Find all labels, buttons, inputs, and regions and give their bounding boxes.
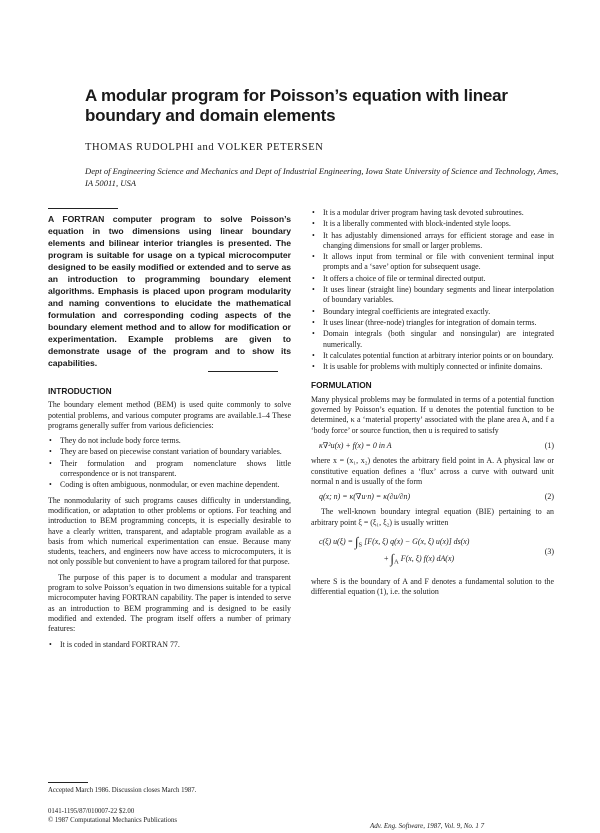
footer-left [48, 782, 291, 825]
accepted-note: Accepted March 1986. Discussion closes March 1987. [48, 782, 291, 795]
list-item: • It offers a choice of file or terminal directed output. [312, 273, 486, 283]
equation-body: q(x; n) = κ(∇u·n) = κ(∂u/∂n) [319, 492, 411, 502]
list-item: • They do not include body force terms. [49, 436, 181, 446]
bullet-icon: • [312, 329, 315, 339]
integral-icon: ∫ [390, 550, 394, 566]
list-item: • Domain integrals (both singular and nonsingular) are integrated numerically. [312, 329, 554, 349]
deficiency-list [48, 436, 291, 490]
list-item: • It uses linear (straight line) boundary segments and linear interpolation of boundary variables. [312, 285, 554, 305]
bullet-icon: • [49, 436, 52, 446]
left-column [48, 208, 291, 655]
abstract-top-rule [48, 208, 118, 209]
list-item: • Boundary integral coefficients are integrated exactly. [312, 306, 491, 316]
integral-domain: A [394, 558, 399, 566]
bullet-icon: • [49, 480, 52, 490]
plus-sign: + [384, 553, 389, 563]
formulation-paragraph: where S is the boundary of A and F denotes a fundamental solution to the differential equation (1), i.e. the solution [311, 576, 554, 597]
integral-domain: S [358, 541, 363, 549]
equation-number: (2) [544, 492, 554, 502]
integral-icon: ∫ [354, 534, 359, 550]
bullet-icon: • [49, 447, 52, 457]
bullet-icon: • [312, 350, 315, 360]
list-item: • It uses linear (three-node) triangles for integration of domain terms. [312, 317, 537, 327]
introduction-heading: INTRODUCTION [48, 386, 112, 396]
publication-code: 0141-1195/87/010007-22 $2.00 [48, 808, 135, 815]
equation-lhs: c(ξ) u(ξ) = [319, 537, 353, 547]
formulation-paragraph: The well-known boundary integral equation (BIE) pertaining to an arbitrary point ξ = (ξ₁, ξ₂) is usually written [311, 507, 554, 527]
paper-title: A modular program for Poisson’s equation with linear boundary and domain elements [85, 86, 508, 125]
bullet-icon: • [312, 362, 315, 372]
list-item: • It is a modular driver program having task devoted subroutines. [312, 208, 524, 217]
journal-citation: Adv. Eng. Software, 1987, Vol. 9, No. 1 7 [370, 822, 485, 830]
bullet-icon: • [312, 219, 315, 229]
list-item: • Their formulation and program nomenclature shows little correspondence or is not transparent. [49, 458, 291, 479]
abstract: A FORTRAN computer program to solve Poisson’s equation in two dimensions using linear boundary elements and bilinear interior triangles is presented. The program is suitable for usage on a typical microcomputer designed to be easily modified or extended and to serve as an introduction to programming boundary element algorithms. Emphasis is placed upon program modularity and naming conventions to elucidate the mathematical formulation and corresponding coding aspects of the boundary element method and to allow for modification or experimentation. Example problems are given to demonstrate usage of the program and to show its capabilities. [48, 214, 291, 368]
bullet-icon: • [49, 458, 52, 468]
paper-authors: THOMAS RUDOLPHI and VOLKER PETERSEN [85, 142, 324, 153]
bullet-icon: • [312, 273, 315, 283]
feature-list [311, 208, 554, 372]
bullet-icon: • [312, 306, 315, 316]
formulation-heading: FORMULATION [311, 380, 372, 391]
bullet-icon: • [312, 208, 315, 217]
intro-paragraph: The nonmodularity of such programs causes difficulty in understanding, modification, or adaptation to other problems or options. For teaching and introduction to BEM programming concepts, it is especially desirable to have a clearly written, transparent, and adaptable program available as a basis from which numerical experimentation can ensue. Because many students, teachers, and engineers now have access to microcomputers, it is not only possible but convenient to have a program tailored for that purpose. [48, 495, 291, 567]
bullet-icon: • [312, 252, 315, 262]
list-item: • It has adjustably dimensioned arrays for efficient storage and ease in changing dimensions for small or larger problems. [312, 230, 554, 250]
formulation-paragraph: where x = (x₁, x₂) denotes the arbitrary field point in A. A physical law or constitutive equation defines a ‘flux’ across a curve with outward unit normal n and is usually of the form [311, 456, 554, 486]
bullet-icon: • [312, 230, 315, 240]
equation-number: (3) [544, 547, 554, 557]
equation-body: κ∇²u(x) + f(x) = 0 in A [319, 440, 392, 450]
equation-number: (1) [544, 440, 554, 450]
equation-3 [311, 534, 554, 571]
list-item: • It is usable for problems with multiply connected or infinite domains. [312, 362, 543, 372]
list-item: • It is a liberally commented with block-indented style loops. [312, 219, 511, 229]
bullet-icon: • [312, 317, 315, 327]
bullet-icon: • [312, 285, 315, 295]
intro-paragraph: The boundary element method (BEM) is used quite commonly to solve potential problems, and various computer programs are available.1–4 These programs generally suffer from various deficiencies: [48, 400, 291, 430]
author-affiliation: Dept of Engineering Science and Mechanics and Dept of Industrial Engineering, Iowa State University of Science and Technology, Ames, IA 50011, USA [85, 166, 559, 188]
abstract-bottom-rule [208, 371, 278, 372]
formulation-paragraph: Many physical problems may be formulated in terms of a potential function governed by Poisson’s equation. If u denotes the potential function to be determined, κ a ‘material property’ associated with the plane area A, and f a ‘body force’ or source function, then u is required to satisfy [311, 394, 554, 435]
right-column [311, 208, 554, 602]
equation-1 [311, 441, 554, 451]
list-item: • They are based on piecewise constant variation of boundary variables. [49, 447, 282, 457]
list-item: • Coding is often ambiguous, nonmodular, or even machine dependent. [49, 480, 280, 490]
bullet-icon: • [49, 639, 52, 649]
list-item: • It calculates potential function at arbitrary interior points or on boundary. [312, 350, 554, 360]
intro-paragraph: The purpose of this paper is to document a modular and transparent program to solve Poisson’s equation in two dimensions suitable for a typical microcomputer having FORTRAN capability. The paper is intended to serve as an introduction to BEM programming and is designed to be easily modified and extended. The program itself offers a number of primary features: [48, 572, 291, 634]
copyright-line: © 1987 Computational Mechanics Publications [48, 817, 178, 824]
equation-body: F(x, ξ) f(x) dA(x) [400, 553, 455, 563]
list-item: • It is coded in standard FORTRAN 77. [49, 639, 180, 649]
equation-2 [311, 492, 554, 502]
feature-list-start [48, 640, 291, 650]
list-item: • It allows input from terminal or file with convenient terminal input prompts and a ‘save’ option for subsequent usage. [312, 252, 554, 272]
equation-body: [F(x, ξ) q(x) − G(x, ξ) u(x)] ds(x) [364, 537, 470, 547]
